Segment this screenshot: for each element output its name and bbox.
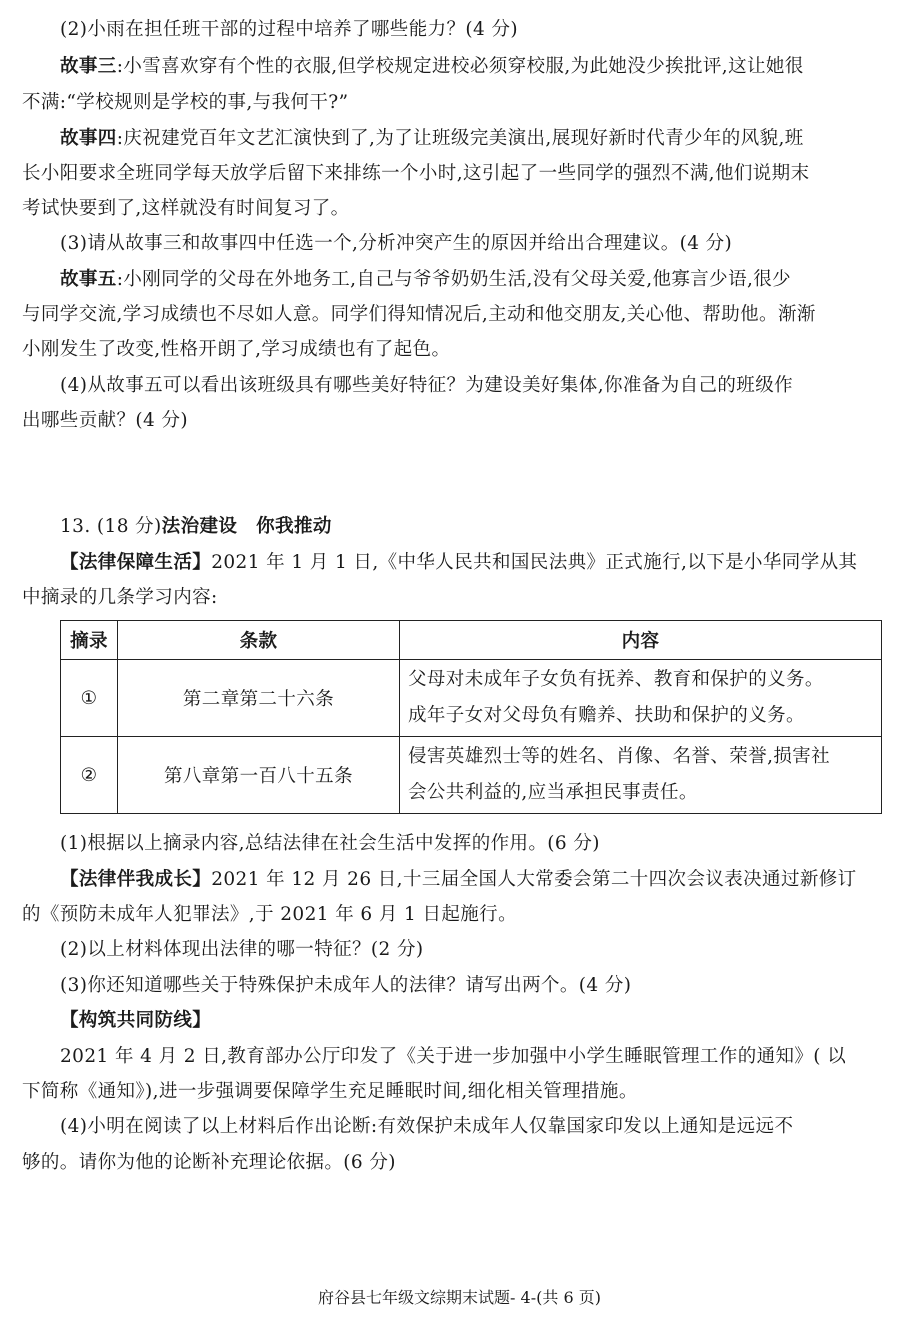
question-4-line-2: 出哪些贡献？(4 分) [22,410,188,431]
section-law-protects-line-2: 中摘录的几条学习内容: [22,587,218,608]
row-number: ② [61,737,118,814]
story-five-title: 故事五 [60,269,117,290]
section-law-growth-title: 【法律伴我成长】 [60,869,212,890]
question-4-line-1: (4)从故事五可以看出该班级具有哪些美好特征？为建设美好集体,你准备为自己的班级作 [60,375,793,396]
story-five-line-2: 与同学交流,学习成绩也不尽如人意。同学们得知情况后,主动和他交朋友,关心他、帮助他。渐渐 [22,304,816,325]
table-row [61,660,882,737]
section-defense-title: 【构筑共同防线】 [60,1010,212,1031]
table-row [61,737,882,814]
story-four-line-1: 故事四:庆祝建党百年文艺汇演快到了,为了让班级完美演出,展现好新时代青少年的风貌,班 [60,128,804,149]
question-2: (2)小雨在担任班干部的过程中培养了哪些能力？(4 分) [60,19,518,40]
section-law-protects-title: 【法律保障生活】 [60,552,212,573]
header-clause: 条款 [118,621,400,660]
question-3: (3)请从故事三和故事四中任选一个,分析冲突产生的原因并给出合理建议。(4 分) [60,233,733,254]
sub-question-2: (2)以上材料体现出法律的哪一特征？(2 分) [60,939,424,960]
civil-code-table [60,620,882,814]
story-three-line-1: 故事三:小雪喜欢穿有个性的衣服,但学校规定进校必须穿校服,为此她没少挨批评,这让她很 [60,56,804,77]
story-three-title: 故事三 [60,56,117,77]
row-content: 侵害英雄烈士等的姓名、肖像、名誉、荣誉,损害社 会公共利益的,应当承担民事责任。 [400,737,882,814]
section-defense-line-1: 2021 年 4 月 2 日,教育部办公厅印发了《关于进一步加强中小学生睡眠管理工作的通知》( 以 [60,1046,847,1067]
row-clause: 第二章第二十六条 [118,660,400,737]
header-content: 内容 [400,621,882,660]
row-clause: 第八章第一百八十五条 [118,737,400,814]
table-header-row [61,621,882,660]
page-footer: 府谷县七年级文综期末试题- 4-(共 6 页) [318,1288,601,1307]
story-four-line-3: 考试快要到了,这样就没有时间复习了。 [22,198,350,219]
header-excerpt: 摘录 [61,621,118,660]
sub-question-4-line-2: 够的。请你为他的论断补充理论依据。(6 分) [22,1152,396,1173]
sub-question-1: (1)根据以上摘录内容,总结法律在社会生活中发挥的作用。(6 分) [60,833,600,854]
sub-question-4-line-1: (4)小明在阅读了以上材料后作出论断:有效保护未成年人仅靠国家印发以上通知是远远不 [60,1116,794,1137]
section-law-growth-line-2: 的《预防未成年人犯罪法》,于 2021 年 6 月 1 日起施行。 [22,904,517,925]
story-four-title: 故事四 [60,128,117,149]
question-13-title: 法治建设 你我推动 [161,516,332,537]
section-law-protects-line-1: 【法律保障生活】2021 年 1 月 1 日,《中华人民共和国民法典》正式施行,以下是小华同学从其 [60,552,858,573]
question-13-heading [60,515,897,539]
story-five-line-3: 小刚发生了改变,性格开朗了,学习成绩也有了起色。 [22,339,451,360]
row-content: 父母对未成年子女负有抚养、教育和保护的义务。 成年子女对父母负有赡养、扶助和保护的义务。 [400,660,882,737]
question-13-number: 13. (18 分) [60,516,162,537]
row-number: ① [61,660,118,737]
story-four-line-2: 长小阳要求全班同学每天放学后留下来排练一个小时,这引起了一些同学的强烈不满,他们说期末 [22,163,810,184]
story-three-line-2: 不满:“学校规则是学校的事,与我何干?” [22,92,349,113]
story-five-line-1: 故事五:小刚同学的父母在外地务工,自己与爷爷奶奶生活,没有父母关爱,他寡言少语,很少 [60,269,792,290]
section-law-growth-line-1: 【法律伴我成长】2021 年 12 月 26 日,十三届全国人大常委会第二十四次会议表决通过新修订 [60,869,857,890]
section-defense-line-2: 下简称《通知》),进一步强调要保障学生充足睡眠时间,细化相关管理措施。 [22,1081,638,1102]
sub-question-3: (3)你还知道哪些关于特殊保护未成年人的法律？请写出两个。(4 分) [60,975,632,996]
